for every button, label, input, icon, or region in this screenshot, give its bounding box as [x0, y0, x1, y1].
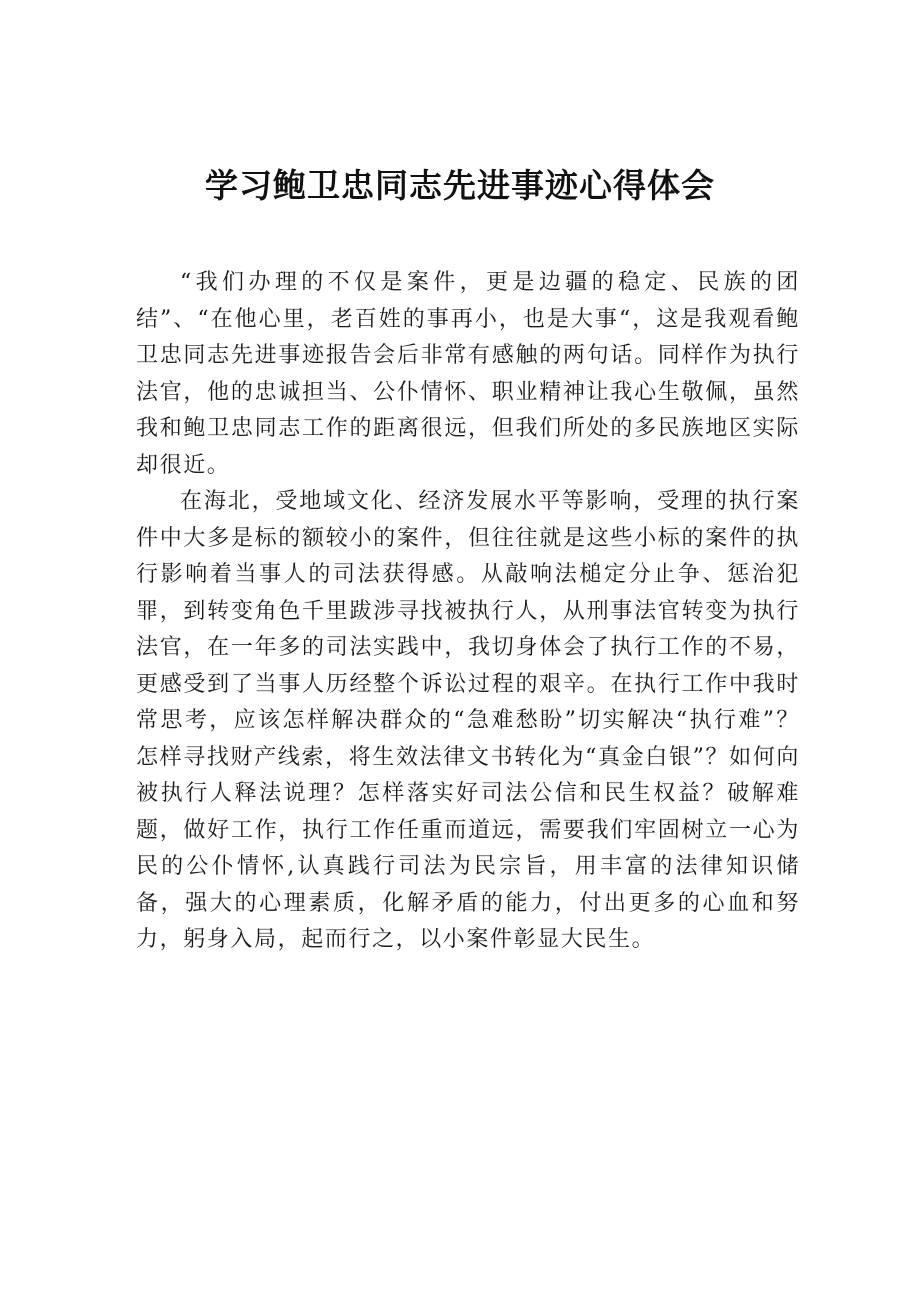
paragraph-1: “我们办理的不仅是案件，更是边疆的稳定、民族的团结”、“在他心里，老百姓的事再小，也是大事“，这是我观看鲍卫忠同志先进事迹报告会后非常有感触的两句话。同样作为执行法官，他的忠诚担当、公仆情怀、职业精神让我心生敬佩，虽然我和鲍卫忠同志工作的距离很远，但我们所处的多民族地区实际却很近。	[136, 270, 800, 478]
document-body	[136, 265, 800, 959]
document-title: 学习鲍卫忠同志先进事迹心得体会	[205, 166, 715, 205]
paragraph-2: 在海北，受地域文化、经济发展水平等影响，受理的执行案件中大多是标的额较小的案件，但往往就是这些小标的案件的执行影响着当事人的司法获得感。从敲响法槌定分止争、惩治犯罪，到转变角色千里跋涉寻找被执行人，从刑事法官转变为执行法官，在一年多的司法实践中，我切身体会了执行工作的不易，更感受到了当事人历经整个诉讼过程的艰辛。在执行工作中我时常思考，应该怎样解决群众的“急难愁盼”切实解决“执行难”？怎样寻找财产线索，将生效法律文书转化为“真金白银”？如何向被执行人释法说理？怎样落实好司法公信和民生权益？破解难题，做好工作，执行工作任重而道远，需要我们牢固树立一心为民的公仆情怀,认真践行司法为民宗旨，用丰富的法律知识储备，强大的心理素质，化解矛盾的能力，付出更多的心血和努力，躬身入局，起而行之，以小案件彰显大民生。	[136, 489, 800, 952]
